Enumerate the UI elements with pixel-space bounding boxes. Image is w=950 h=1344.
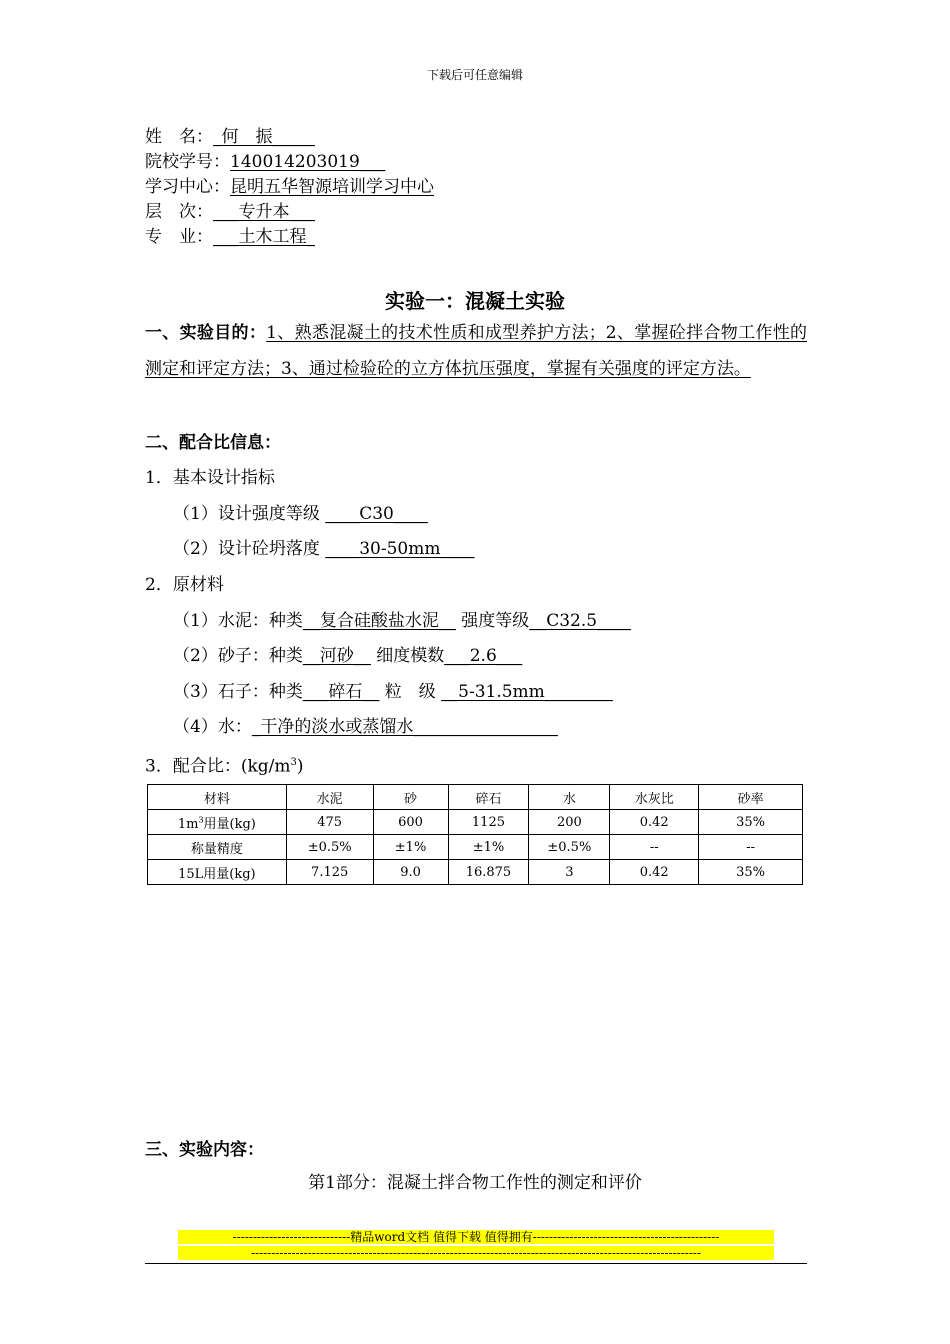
table-row-label bbox=[148, 810, 287, 835]
mix-table bbox=[147, 784, 803, 885]
table-cell: 0.42 bbox=[610, 810, 699, 835]
cement-grade: __C32.5____ bbox=[529, 611, 632, 631]
material-cement bbox=[173, 609, 631, 633]
cement-type: __复合硅酸盐水泥__ bbox=[302, 611, 456, 631]
footer-banner-line1: -----------------------------精品word文档 值得下载 值得拥有---------------------------------------------- bbox=[178, 1230, 774, 1244]
table-cell: 35% bbox=[699, 810, 803, 835]
water-label: （4）水： bbox=[173, 717, 252, 737]
strength-label: （1）设计强度等级 bbox=[173, 504, 320, 524]
mix-ratio-label: 3．配合比：(kg/m bbox=[145, 756, 291, 777]
sand-type: __河砂__ bbox=[302, 646, 371, 666]
table-header-cell: 水泥 bbox=[286, 785, 373, 810]
table-cell: ±1% bbox=[373, 835, 448, 860]
slump-label: （2）设计砼坍落度 bbox=[173, 539, 320, 559]
mix-ratio-end: ) bbox=[296, 756, 304, 777]
table-cell: 600 bbox=[373, 810, 448, 835]
info-value: ___土木工程_ bbox=[213, 227, 315, 247]
info-label: 院校学号： bbox=[145, 152, 230, 172]
table-cell: 200 bbox=[529, 810, 610, 835]
section2-heading: 二、配合比信息： bbox=[145, 433, 281, 453]
water-value: _干净的淡水或蒸馏水_________________ bbox=[251, 717, 558, 737]
table-cell: -- bbox=[699, 835, 803, 860]
section1-objective bbox=[145, 315, 807, 387]
table-cell: ±0.5% bbox=[529, 835, 610, 860]
table-cell: ±1% bbox=[448, 835, 529, 860]
table-row-label: 称量精度 bbox=[148, 835, 287, 860]
info-student-id bbox=[145, 151, 385, 173]
table-cell: -- bbox=[610, 835, 699, 860]
table-header-cell: 砂率 bbox=[699, 785, 803, 810]
info-label: 姓 名： bbox=[145, 127, 213, 147]
table-header-row bbox=[148, 785, 803, 810]
info-label: 学习中心： bbox=[145, 177, 230, 197]
header-note: 下载后可任意编辑 bbox=[426, 68, 523, 82]
table-row-label: 15L用量(kg) bbox=[148, 860, 287, 885]
info-name bbox=[145, 126, 315, 148]
strength-value: ____C30____ bbox=[325, 504, 428, 524]
info-value: _何 振_____ bbox=[213, 127, 315, 147]
sand-modulus-label: 细度模数 bbox=[370, 646, 445, 666]
item1-strength-grade bbox=[173, 502, 428, 526]
row-label-sup: 3 bbox=[198, 815, 204, 825]
sand-modulus: ___2.6___ bbox=[444, 646, 523, 666]
item1-basic-design: 1．基本设计指标 bbox=[145, 468, 275, 488]
row-label-part: 1m bbox=[177, 816, 199, 832]
table-cell: ±0.5% bbox=[286, 835, 373, 860]
table-row bbox=[148, 810, 803, 835]
section3-part1: 第1部分：混凝土拌合物工作性的测定和评价 bbox=[308, 1173, 642, 1193]
table-cell: 1125 bbox=[448, 810, 529, 835]
info-label: 专 业： bbox=[145, 227, 213, 247]
table-header-cell: 水 bbox=[529, 785, 610, 810]
footer-banner-line2: --------------------------------------------------------------------------------------------------------------- bbox=[178, 1246, 774, 1260]
table-cell: 0.42 bbox=[610, 860, 699, 885]
table-header-cell: 材料 bbox=[148, 785, 287, 810]
table-header-cell: 水灰比 bbox=[610, 785, 699, 810]
item2-materials: 2．原材料 bbox=[145, 575, 224, 595]
info-level bbox=[145, 201, 315, 223]
info-major bbox=[145, 226, 315, 248]
stone-label: （3）石子：种类 bbox=[173, 682, 303, 702]
cement-label: （1）水泥：种类 bbox=[173, 611, 303, 631]
material-stone bbox=[173, 680, 613, 704]
table-header-cell: 碎石 bbox=[448, 785, 529, 810]
stone-grade-label: 粒 级 bbox=[379, 682, 442, 702]
slump-value: ____30-50mm____ bbox=[325, 539, 475, 559]
item3-mix-ratio bbox=[145, 751, 304, 779]
sand-label: （2）砂子：种类 bbox=[173, 646, 303, 666]
material-sand bbox=[173, 644, 522, 668]
info-learning-center bbox=[145, 176, 434, 198]
material-water bbox=[173, 715, 558, 739]
table-cell: 475 bbox=[286, 810, 373, 835]
stone-grade: __5-31.5mm________ bbox=[441, 682, 613, 702]
cement-grade-label: 强度等级 bbox=[455, 611, 530, 631]
stone-type: ___碎石__ bbox=[302, 682, 380, 702]
section3-heading: 三、实验内容： bbox=[145, 1140, 264, 1160]
table-cell: 16.875 bbox=[448, 860, 529, 885]
info-label: 层 次： bbox=[145, 202, 213, 222]
info-value: ___专升本___ bbox=[213, 202, 315, 222]
section1-heading: 一、实验目的： bbox=[145, 323, 267, 343]
footer-rule bbox=[145, 1263, 807, 1264]
info-value: 昆明五华智源培训学习中心 bbox=[230, 177, 434, 197]
table-cell: 9.0 bbox=[373, 860, 448, 885]
table-cell: 7.125 bbox=[286, 860, 373, 885]
row-label-part: 用量(kg) bbox=[203, 816, 256, 832]
info-value: 140014203019___ bbox=[230, 152, 386, 172]
experiment-title: 实验一：混凝土实验 bbox=[385, 289, 565, 313]
section1-text: 1、熟悉混凝土的技术性质和成型养护方法；2、掌握砼拌合物工作性的测定和评定方法；3、通过检验砼的立方体抗压强度，掌握有关强度的评定方法。 bbox=[145, 323, 807, 379]
table-row bbox=[148, 835, 803, 860]
item1-slump bbox=[173, 537, 474, 561]
table-header-cell: 砂 bbox=[373, 785, 448, 810]
mix-ratio-sup: 3 bbox=[290, 757, 297, 768]
table-row bbox=[148, 860, 803, 885]
table-cell: 35% bbox=[699, 860, 803, 885]
table-cell: 3 bbox=[529, 860, 610, 885]
